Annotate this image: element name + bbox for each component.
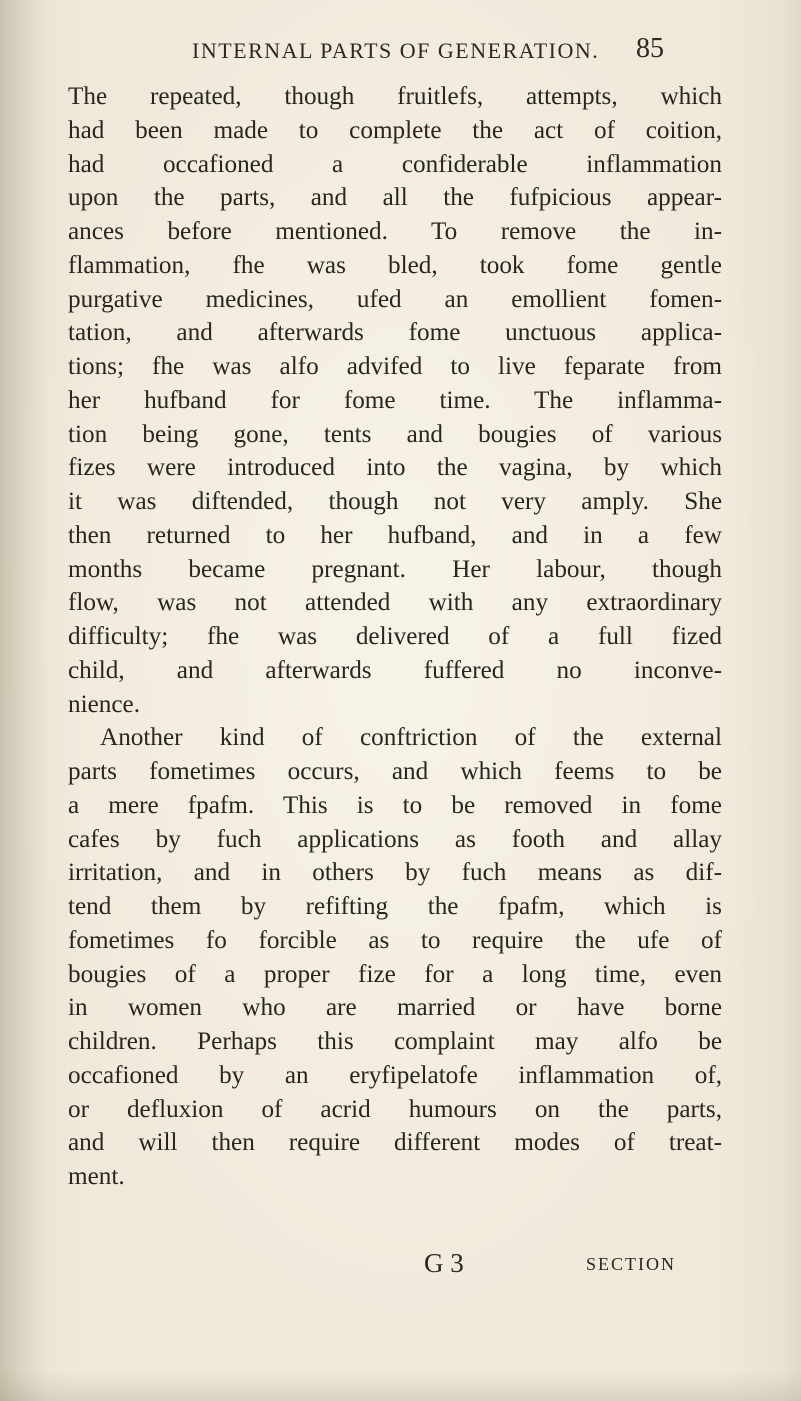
text-line: children. Perhaps this complaint may alfo be — [68, 1028, 722, 1055]
text-line: difficulty; fhe was delivered of a full fized — [68, 623, 722, 650]
page-footer — [68, 1248, 722, 1288]
text-line: fizes were introduced into the vagina, by which — [68, 454, 722, 482]
text-line: ment. — [68, 1163, 125, 1190]
text-line: Another kind of conftriction of the external — [100, 724, 722, 752]
text-line: The repeated, though fruitlefs, attempts, which — [68, 83, 722, 110]
text-line: child, and afterwards fuffered no inconve- — [68, 656, 722, 684]
paragraph-1 — [68, 80, 722, 721]
signature-mark: G 3 — [424, 1248, 464, 1278]
text-line: purgative medicines, ufed an emollient fomen- — [68, 285, 722, 313]
text-line: had occafioned a confiderable inflammation — [68, 150, 722, 178]
text-line: tend them by refifting the fpafm, which is — [68, 893, 722, 920]
text-line: flammation, fhe was bled, took fome gentle — [68, 251, 722, 279]
text-line: upon the parts, and all the fufpicious appear- — [68, 184, 722, 212]
text-line: tions; fhe was alfo advifed to live feparate from — [68, 353, 722, 380]
text-line: or defluxion of acrid humours on the parts, — [68, 1095, 722, 1123]
text-line: a mere fpafm. This is to be removed in fome — [68, 791, 722, 819]
text-line: cafes by fuch applications as footh and allay — [68, 825, 722, 853]
text-line: occafioned by an eryfipelatofe inflammation of, — [68, 1061, 722, 1089]
text-line: fometimes fo forcible as to require the ufe of — [68, 926, 722, 954]
page-body — [68, 80, 722, 1194]
text-line: then returned to her hufband, and in a few — [68, 521, 722, 549]
text-line: flow, was not attended with any extraordinary — [68, 589, 722, 617]
text-line: it was diftended, though not very amply. She — [68, 488, 722, 515]
text-line: tation, and afterwards fome unctuous applica- — [68, 319, 722, 347]
text-line: irritation, and in others by fuch means as dif- — [68, 859, 722, 887]
text-line: in women who are married or have borne — [68, 994, 722, 1022]
paragraph-2 — [68, 721, 722, 1194]
text-line: nience. — [68, 690, 141, 718]
text-line: ances before mentioned. To remove the in- — [68, 218, 722, 245]
running-title: INTERNAL PARTS OF GENERATION. — [192, 38, 600, 63]
text-line: parts fometimes occurs, and which feems to be — [68, 758, 722, 785]
catchword: SECTION — [586, 1254, 676, 1274]
text-line: had been made to complete the act of coition, — [68, 116, 722, 144]
page-edge-shadow — [0, 1371, 801, 1401]
text-line: her hufband for fome time. The inflamma- — [68, 386, 722, 414]
page-number: 85 — [636, 33, 664, 64]
text-line: months became pregnant. Her labour, though — [68, 555, 722, 583]
text-line: and will then require different modes of treat- — [68, 1129, 722, 1157]
text-line: tion being gone, tents and bougies of various — [68, 420, 722, 448]
text-line: bougies of a proper fize for a long time, even — [68, 960, 722, 988]
